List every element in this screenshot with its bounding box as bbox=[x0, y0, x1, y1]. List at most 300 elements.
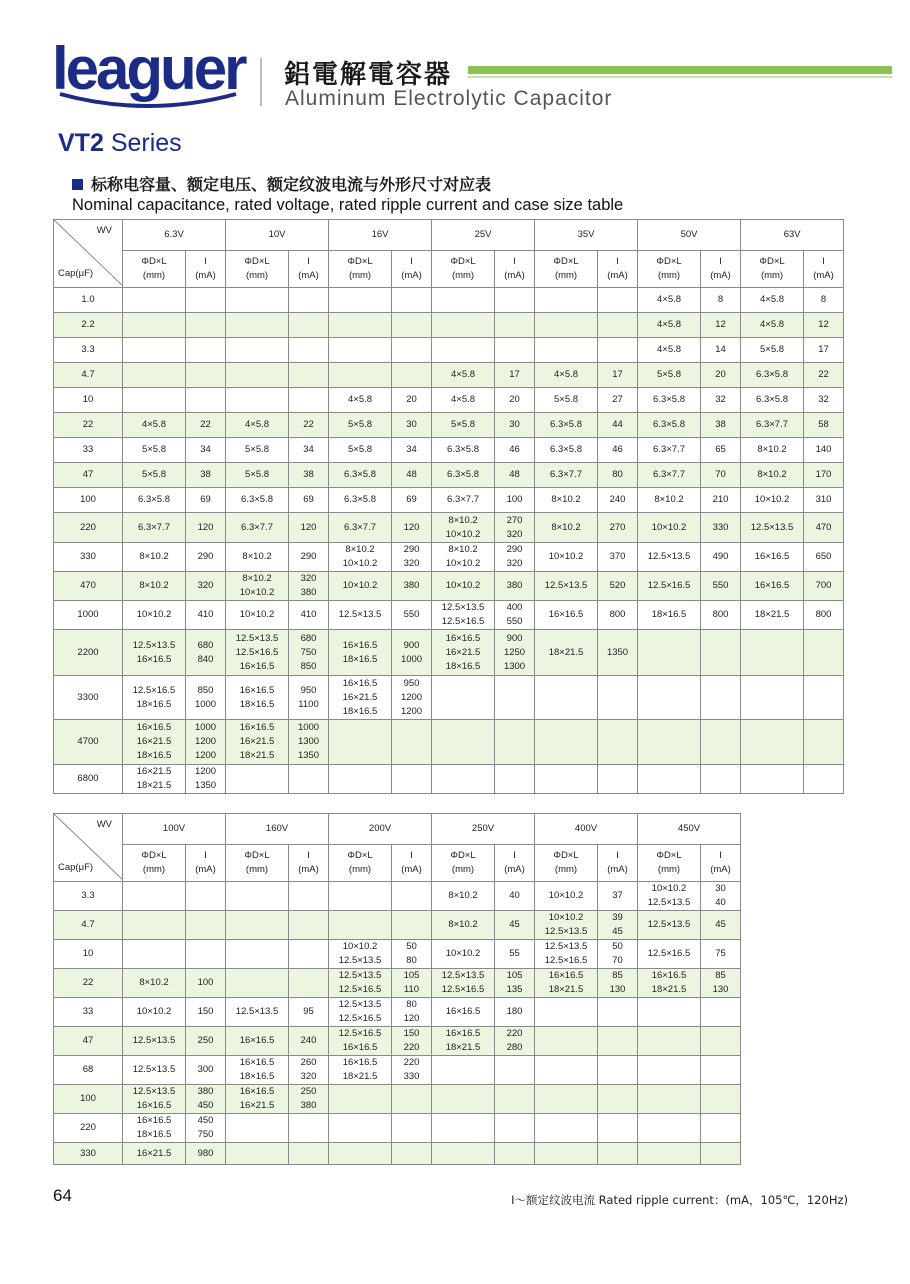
ripple-current-cell: 680 840 bbox=[186, 630, 226, 676]
case-size-cell: 6.3×5.8 bbox=[123, 488, 186, 513]
ripple-current-cell bbox=[186, 288, 226, 313]
ripple-current-cell bbox=[289, 911, 329, 940]
current-header: I (mA) bbox=[701, 251, 741, 288]
ripple-current-cell: 370 bbox=[598, 543, 638, 572]
logo-swoosh-icon bbox=[58, 92, 238, 114]
ripple-current-cell bbox=[392, 882, 432, 911]
case-size-cell bbox=[329, 363, 392, 388]
ripple-current-cell: 470 bbox=[804, 513, 844, 543]
current-header: I (mA) bbox=[495, 845, 535, 882]
voltage-header: 25V bbox=[432, 220, 535, 251]
case-size-cell: 4×5.8 bbox=[741, 313, 804, 338]
case-size-cell bbox=[123, 940, 186, 969]
table-row bbox=[54, 338, 844, 363]
current-header: I (mA) bbox=[186, 845, 226, 882]
case-size-cell: 10×10.2 bbox=[432, 572, 495, 601]
product-title-en: Aluminum Electrolytic Capacitor bbox=[285, 87, 613, 110]
ripple-current-cell: 270 bbox=[598, 513, 638, 543]
current-header: I (mA) bbox=[289, 845, 329, 882]
case-size-cell: 6.3×5.8 bbox=[741, 388, 804, 413]
ripple-current-cell: 290 bbox=[289, 543, 329, 572]
ripple-current-cell bbox=[701, 765, 741, 794]
case-size-cell bbox=[329, 765, 392, 794]
ripple-current-cell: 800 bbox=[598, 601, 638, 630]
case-size-cell bbox=[741, 765, 804, 794]
ripple-current-cell bbox=[495, 676, 535, 720]
ripple-current-cell: 260 320 bbox=[289, 1056, 329, 1085]
case-size-cell: 4×5.8 bbox=[638, 338, 701, 363]
ripple-current-cell bbox=[701, 1143, 741, 1165]
ripple-current-cell: 550 bbox=[392, 601, 432, 630]
ripple-current-cell: 950 1100 bbox=[289, 676, 329, 720]
voltage-header: 400V bbox=[535, 814, 638, 845]
ripple-current-cell: 12 bbox=[804, 313, 844, 338]
ripple-current-cell: 75 bbox=[701, 940, 741, 969]
ripple-current-cell bbox=[186, 313, 226, 338]
case-size-cell bbox=[432, 1143, 495, 1165]
ripple-current-cell: 450 750 bbox=[186, 1114, 226, 1143]
case-size-cell bbox=[432, 338, 495, 363]
cap-label: Cap(μF) bbox=[58, 268, 94, 279]
current-header: I (mA) bbox=[598, 845, 638, 882]
ripple-current-cell: 120 bbox=[289, 513, 329, 543]
ripple-current-cell bbox=[495, 1114, 535, 1143]
case-size-cell: 16×16.5 18×16.5 bbox=[329, 630, 392, 676]
ripple-current-cell: 80 120 bbox=[392, 998, 432, 1027]
ripple-current-cell: 220 330 bbox=[392, 1056, 432, 1085]
case-size-cell bbox=[535, 720, 598, 765]
case-size-cell: 5×5.8 bbox=[226, 463, 289, 488]
case-size-cell: 10×10.2 12.5×13.5 bbox=[638, 882, 701, 911]
ripple-current-cell: 1000 1300 1350 bbox=[289, 720, 329, 765]
ripple-current-cell: 380 450 bbox=[186, 1085, 226, 1114]
ripple-current-cell: 240 bbox=[598, 488, 638, 513]
case-size-cell: 16×16.5 18×16.5 bbox=[226, 1056, 289, 1085]
case-size-cell bbox=[226, 940, 289, 969]
ripple-current-cell bbox=[392, 313, 432, 338]
case-size-cell: 4×5.8 bbox=[432, 363, 495, 388]
ripple-current-cell bbox=[289, 338, 329, 363]
case-size-cell: 4×5.8 bbox=[535, 363, 598, 388]
voltage-header: 160V bbox=[226, 814, 329, 845]
case-size-cell: 18×21.5 bbox=[741, 601, 804, 630]
current-header: I (mA) bbox=[289, 251, 329, 288]
ripple-current-cell bbox=[495, 720, 535, 765]
ripple-current-cell bbox=[392, 1085, 432, 1114]
case-size-cell: 16×16.5 18×16.5 bbox=[226, 676, 289, 720]
voltage-header: 450V bbox=[638, 814, 741, 845]
case-size-cell bbox=[226, 1114, 289, 1143]
case-size-cell bbox=[741, 720, 804, 765]
ripple-current-cell: 1200 1350 bbox=[186, 765, 226, 794]
case-size-cell: 6.3×7.7 bbox=[638, 463, 701, 488]
case-size-cell: 16×16.5 bbox=[535, 601, 598, 630]
square-bullet-icon bbox=[72, 179, 83, 190]
cap-value: 6800 bbox=[54, 765, 123, 794]
cap-value: 1.0 bbox=[54, 288, 123, 313]
ripple-current-cell: 22 bbox=[186, 413, 226, 438]
ripple-current-cell bbox=[598, 720, 638, 765]
ripple-current-cell: 22 bbox=[289, 413, 329, 438]
cap-value: 3.3 bbox=[54, 882, 123, 911]
ripple-current-cell: 30 bbox=[495, 413, 535, 438]
spec-table-low-voltage bbox=[53, 219, 844, 794]
case-size-cell: 8×10.2 bbox=[741, 463, 804, 488]
cap-value: 100 bbox=[54, 488, 123, 513]
case-size-cell: 16×21.5 18×21.5 bbox=[123, 765, 186, 794]
case-size-cell: 16×16.5 18×21.5 bbox=[432, 1027, 495, 1056]
ripple-current-cell: 310 bbox=[804, 488, 844, 513]
ripple-current-cell bbox=[289, 1114, 329, 1143]
accent-bar-light bbox=[468, 76, 892, 78]
case-size-cell: 6.3×7.7 bbox=[638, 438, 701, 463]
case-size-cell: 6.3×5.8 bbox=[741, 363, 804, 388]
ripple-current-cell: 330 bbox=[701, 513, 741, 543]
ripple-current-cell bbox=[392, 1143, 432, 1165]
ripple-current-cell: 55 bbox=[495, 940, 535, 969]
voltage-header-row bbox=[54, 814, 741, 845]
ripple-current-cell: 12 bbox=[701, 313, 741, 338]
voltage-header: 200V bbox=[329, 814, 432, 845]
ripple-current-cell bbox=[289, 969, 329, 998]
ripple-current-cell: 900 1000 bbox=[392, 630, 432, 676]
ripple-current-cell: 100 bbox=[186, 969, 226, 998]
case-size-cell: 16×16.5 bbox=[741, 572, 804, 601]
case-size-cell: 6.3×7.7 bbox=[123, 513, 186, 543]
case-size-cell: 12.5×13.5 bbox=[123, 1056, 186, 1085]
voltage-header: 50V bbox=[638, 220, 741, 251]
case-size-cell: 8×10.2 bbox=[741, 438, 804, 463]
case-size-cell: 8×10.2 10×10.2 bbox=[226, 572, 289, 601]
table-row bbox=[54, 1085, 741, 1114]
ripple-current-cell bbox=[289, 1143, 329, 1165]
table-row bbox=[54, 438, 844, 463]
case-size-cell: 12.5×13.5 12.5×16.5 bbox=[535, 940, 598, 969]
ripple-current-cell: 50 80 bbox=[392, 940, 432, 969]
table-row bbox=[54, 463, 844, 488]
case-size-cell: 6.3×5.8 bbox=[638, 388, 701, 413]
case-size-cell bbox=[226, 765, 289, 794]
table-row bbox=[54, 388, 844, 413]
ripple-current-cell: 490 bbox=[701, 543, 741, 572]
cap-value: 10 bbox=[54, 388, 123, 413]
ripple-current-cell: 150 220 bbox=[392, 1027, 432, 1056]
ripple-current-cell bbox=[289, 940, 329, 969]
ripple-current-cell: 34 bbox=[392, 438, 432, 463]
cap-value: 10 bbox=[54, 940, 123, 969]
case-size-cell bbox=[535, 1056, 598, 1085]
ripple-current-cell: 380 bbox=[392, 572, 432, 601]
header-divider bbox=[260, 58, 262, 106]
ripple-current-cell bbox=[701, 998, 741, 1027]
table-row bbox=[54, 676, 844, 720]
ripple-current-cell: 380 bbox=[495, 572, 535, 601]
wv-cap-corner bbox=[54, 220, 123, 288]
ripple-current-cell: 69 bbox=[186, 488, 226, 513]
dim-header: ΦD×L (mm) bbox=[329, 251, 392, 288]
case-size-cell: 12.5×13.5 12.5×16.5 bbox=[432, 601, 495, 630]
case-size-cell: 6.3×5.8 bbox=[329, 463, 392, 488]
case-size-cell: 5×5.8 bbox=[123, 438, 186, 463]
case-size-cell bbox=[535, 1085, 598, 1114]
dim-header: ΦD×L (mm) bbox=[226, 845, 289, 882]
case-size-cell: 18×16.5 bbox=[638, 601, 701, 630]
ripple-current-cell bbox=[701, 630, 741, 676]
cap-value: 220 bbox=[54, 513, 123, 543]
ripple-current-cell: 70 bbox=[701, 463, 741, 488]
case-size-cell: 10×10.2 bbox=[432, 940, 495, 969]
ripple-current-cell bbox=[701, 1085, 741, 1114]
case-size-cell: 16×16.5 18×21.5 bbox=[329, 1056, 392, 1085]
case-size-cell bbox=[329, 911, 392, 940]
cap-value: 4.7 bbox=[54, 363, 123, 388]
wv-cap-corner bbox=[54, 814, 123, 882]
ripple-current-cell: 85 130 bbox=[701, 969, 741, 998]
ripple-current-cell: 58 bbox=[804, 413, 844, 438]
case-size-cell: 4×5.8 bbox=[226, 413, 289, 438]
ripple-current-cell bbox=[598, 1114, 638, 1143]
case-size-cell: 6.3×5.8 bbox=[432, 463, 495, 488]
ripple-current-cell: 32 bbox=[701, 388, 741, 413]
cap-value: 4700 bbox=[54, 720, 123, 765]
ripple-current-cell: 140 bbox=[804, 438, 844, 463]
ripple-current-cell bbox=[495, 765, 535, 794]
ripple-current-cell bbox=[701, 676, 741, 720]
ripple-current-cell: 65 bbox=[701, 438, 741, 463]
ripple-current-cell: 290 320 bbox=[495, 543, 535, 572]
table-row bbox=[54, 288, 844, 313]
ripple-current-cell bbox=[289, 388, 329, 413]
ripple-current-cell bbox=[392, 911, 432, 940]
ripple-current-cell bbox=[392, 288, 432, 313]
case-size-cell: 8×10.2 10×10.2 bbox=[329, 543, 392, 572]
ripple-current-cell: 40 bbox=[495, 882, 535, 911]
cap-label: Cap(μF) bbox=[58, 862, 94, 873]
ripple-current-cell: 22 bbox=[804, 363, 844, 388]
case-size-cell bbox=[226, 1143, 289, 1165]
ripple-current-cell: 27 bbox=[598, 388, 638, 413]
case-size-cell bbox=[432, 1056, 495, 1085]
case-size-cell bbox=[226, 363, 289, 388]
ripple-current-cell: 100 bbox=[495, 488, 535, 513]
cap-value: 3.3 bbox=[54, 338, 123, 363]
ripple-current-cell: 300 bbox=[186, 1056, 226, 1085]
case-size-cell: 12.5×16.5 bbox=[638, 572, 701, 601]
ripple-current-cell bbox=[598, 338, 638, 363]
case-size-cell: 8×10.2 10×10.2 bbox=[432, 513, 495, 543]
case-size-cell bbox=[432, 765, 495, 794]
case-size-cell: 6.3×7.7 bbox=[329, 513, 392, 543]
table-row bbox=[54, 513, 844, 543]
ripple-current-cell: 17 bbox=[804, 338, 844, 363]
case-size-cell bbox=[638, 998, 701, 1027]
case-size-cell bbox=[535, 288, 598, 313]
case-size-cell: 12.5×13.5 12.5×16.5 bbox=[432, 969, 495, 998]
dim-header: ΦD×L (mm) bbox=[535, 845, 598, 882]
product-title-cn: 鋁電解電容器 bbox=[284, 60, 453, 90]
ripple-current-cell: 20 bbox=[701, 363, 741, 388]
case-size-cell: 8×10.2 bbox=[123, 969, 186, 998]
case-size-cell bbox=[226, 388, 289, 413]
case-size-cell: 6.3×5.8 bbox=[432, 438, 495, 463]
ripple-current-cell: 700 bbox=[804, 572, 844, 601]
voltage-header: 250V bbox=[432, 814, 535, 845]
case-size-cell: 12.5×13.5 bbox=[535, 572, 598, 601]
ripple-current-cell: 410 bbox=[289, 601, 329, 630]
case-size-cell: 12.5×13.5 bbox=[638, 911, 701, 940]
cap-value: 47 bbox=[54, 463, 123, 488]
ripple-current-cell: 8 bbox=[701, 288, 741, 313]
ripple-current-cell bbox=[701, 1114, 741, 1143]
case-size-cell bbox=[329, 882, 392, 911]
case-size-cell: 12.5×13.5 12.5×16.5 16×16.5 bbox=[226, 630, 289, 676]
case-size-cell: 6.3×5.8 bbox=[535, 413, 598, 438]
ripple-current-cell: 210 bbox=[701, 488, 741, 513]
ripple-current-cell: 32 bbox=[804, 388, 844, 413]
case-size-cell: 8×10.2 bbox=[432, 882, 495, 911]
case-size-cell bbox=[329, 338, 392, 363]
ripple-current-cell bbox=[186, 388, 226, 413]
case-size-cell bbox=[432, 313, 495, 338]
ripple-current-cell bbox=[392, 338, 432, 363]
page-header bbox=[0, 0, 910, 120]
ripple-current-cell: 900 1250 1300 bbox=[495, 630, 535, 676]
case-size-cell: 5×5.8 bbox=[226, 438, 289, 463]
case-size-cell: 10×10.2 bbox=[329, 572, 392, 601]
ripple-current-cell bbox=[186, 940, 226, 969]
table-row bbox=[54, 313, 844, 338]
case-size-cell: 8×10.2 bbox=[226, 543, 289, 572]
voltage-header: 100V bbox=[123, 814, 226, 845]
ripple-current-cell: 1350 bbox=[598, 630, 638, 676]
table-row bbox=[54, 630, 844, 676]
table-row bbox=[54, 488, 844, 513]
case-size-cell: 5×5.8 bbox=[123, 463, 186, 488]
page-number: 64 bbox=[53, 1186, 72, 1205]
case-size-cell: 4×5.8 bbox=[432, 388, 495, 413]
ripple-current-cell: 69 bbox=[289, 488, 329, 513]
ripple-current-cell: 1000 1200 1200 bbox=[186, 720, 226, 765]
current-header: I (mA) bbox=[701, 845, 741, 882]
case-size-cell bbox=[432, 676, 495, 720]
case-size-cell bbox=[432, 1114, 495, 1143]
case-size-cell bbox=[226, 911, 289, 940]
current-header: I (mA) bbox=[392, 251, 432, 288]
table-row bbox=[54, 969, 741, 998]
ripple-current-cell bbox=[598, 765, 638, 794]
ripple-current-cell bbox=[495, 338, 535, 363]
ripple-current-cell: 950 1200 1200 bbox=[392, 676, 432, 720]
ripple-current-cell: 37 bbox=[598, 882, 638, 911]
current-header: I (mA) bbox=[804, 251, 844, 288]
case-size-cell bbox=[329, 720, 392, 765]
case-size-cell: 16×16.5 bbox=[432, 998, 495, 1027]
case-size-cell: 6.3×5.8 bbox=[329, 488, 392, 513]
ripple-current-cell bbox=[289, 882, 329, 911]
ripple-current-cell: 38 bbox=[289, 463, 329, 488]
case-size-cell bbox=[638, 630, 701, 676]
case-size-cell: 12.5×13.5 bbox=[123, 1027, 186, 1056]
table-row bbox=[54, 998, 741, 1027]
ripple-current-cell bbox=[186, 338, 226, 363]
ripple-current-cell bbox=[804, 765, 844, 794]
ripple-current-cell bbox=[804, 720, 844, 765]
ripple-current-cell bbox=[289, 765, 329, 794]
cap-value: 2.2 bbox=[54, 313, 123, 338]
case-size-cell: 16×16.5 16×21.5 18×16.5 bbox=[329, 676, 392, 720]
case-size-cell bbox=[535, 338, 598, 363]
spec-table-high-voltage bbox=[53, 813, 741, 1165]
case-size-cell: 12.5×13.5 bbox=[741, 513, 804, 543]
ripple-current-cell: 250 bbox=[186, 1027, 226, 1056]
unit-header-row bbox=[54, 251, 844, 288]
ripple-current-cell bbox=[598, 676, 638, 720]
ripple-current-cell: 8 bbox=[804, 288, 844, 313]
ripple-current-cell bbox=[804, 676, 844, 720]
ripple-current-cell: 120 bbox=[186, 513, 226, 543]
series-title bbox=[58, 129, 182, 158]
ripple-current-cell: 180 bbox=[495, 998, 535, 1027]
ripple-current-cell bbox=[289, 363, 329, 388]
case-size-cell bbox=[535, 1114, 598, 1143]
ripple-current-cell: 220 280 bbox=[495, 1027, 535, 1056]
ripple-current-cell: 980 bbox=[186, 1143, 226, 1165]
case-size-cell bbox=[329, 1085, 392, 1114]
wv-label: WV bbox=[96, 225, 112, 236]
case-size-cell bbox=[123, 388, 186, 413]
case-size-cell: 8×10.2 bbox=[535, 488, 598, 513]
case-size-cell: 6.3×5.8 bbox=[535, 438, 598, 463]
ripple-current-cell: 270 320 bbox=[495, 513, 535, 543]
ripple-current-cell: 38 bbox=[701, 413, 741, 438]
ripple-current-cell bbox=[701, 1027, 741, 1056]
ripple-current-cell: 550 bbox=[701, 572, 741, 601]
case-size-cell: 16×16.5 18×21.5 bbox=[535, 969, 598, 998]
case-size-cell bbox=[535, 1143, 598, 1165]
ripple-current-cell: 17 bbox=[598, 363, 638, 388]
cap-value: 220 bbox=[54, 1114, 123, 1143]
case-size-cell bbox=[535, 676, 598, 720]
ripple-current-cell bbox=[598, 1027, 638, 1056]
case-size-cell: 12.5×16.5 18×16.5 bbox=[123, 676, 186, 720]
case-size-cell: 16×21.5 bbox=[123, 1143, 186, 1165]
case-size-cell: 12.5×13.5 12.5×16.5 bbox=[329, 969, 392, 998]
table-row bbox=[54, 543, 844, 572]
ripple-current-cell bbox=[598, 1085, 638, 1114]
ripple-current-cell: 69 bbox=[392, 488, 432, 513]
cap-value: 22 bbox=[54, 969, 123, 998]
ripple-current-cell bbox=[495, 1143, 535, 1165]
case-size-cell bbox=[638, 720, 701, 765]
case-size-cell bbox=[123, 288, 186, 313]
ripple-current-cell bbox=[701, 720, 741, 765]
case-size-cell: 8×10.2 10×10.2 bbox=[432, 543, 495, 572]
ripple-current-cell: 50 70 bbox=[598, 940, 638, 969]
case-size-cell: 8×10.2 bbox=[638, 488, 701, 513]
series-suffix: Series bbox=[110, 129, 182, 157]
ripple-current-cell: 17 bbox=[495, 363, 535, 388]
ripple-current-cell: 34 bbox=[289, 438, 329, 463]
ripple-current-cell: 45 bbox=[701, 911, 741, 940]
ripple-current-cell: 850 1000 bbox=[186, 676, 226, 720]
case-size-cell: 10×10.2 bbox=[638, 513, 701, 543]
ripple-current-cell bbox=[804, 630, 844, 676]
table-row bbox=[54, 363, 844, 388]
ripple-current-cell bbox=[392, 765, 432, 794]
cap-value: 330 bbox=[54, 1143, 123, 1165]
case-size-cell: 6.3×7.7 bbox=[432, 488, 495, 513]
voltage-header: 16V bbox=[329, 220, 432, 251]
